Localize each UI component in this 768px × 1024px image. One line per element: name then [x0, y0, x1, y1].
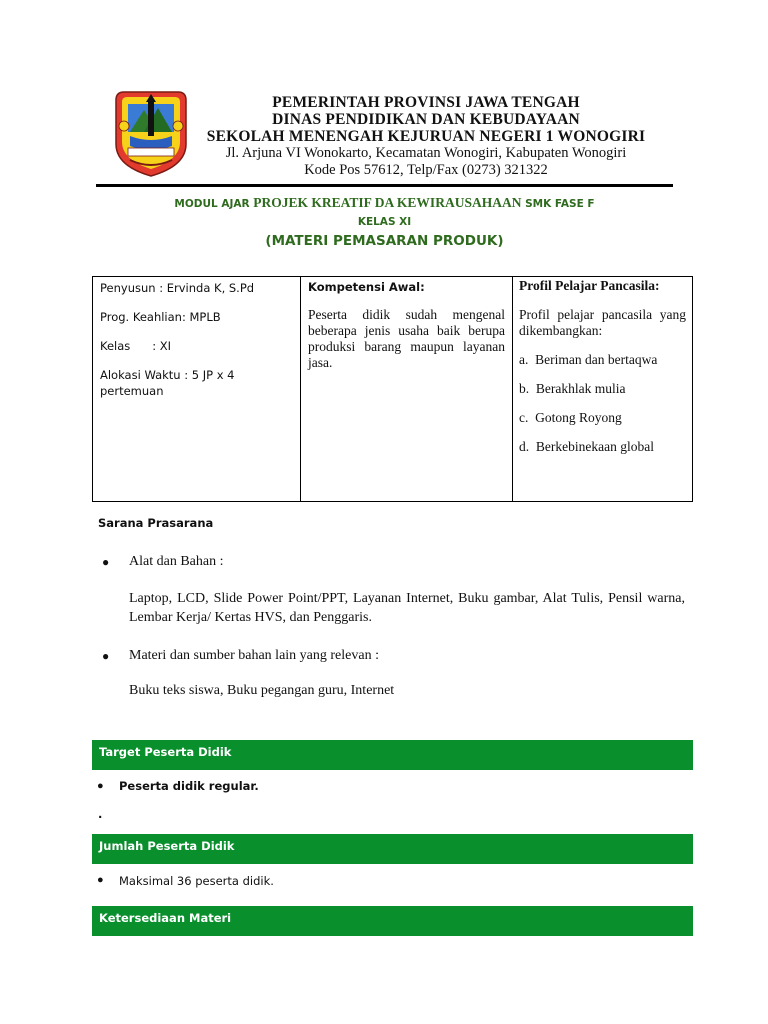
- target-item: Peserta didik regular.: [119, 779, 259, 793]
- target-section-header: [92, 740, 693, 770]
- profile-text: Profil pelajar pancasila yang dikembangkan:: [519, 307, 686, 338]
- ketersediaan-section-header: [92, 906, 693, 936]
- target-heading: Target Peserta Didik: [99, 745, 232, 759]
- letterhead-address: Jl. Arjuna VI Wonokarto, Kecamatan Wonogiri, Kabupaten Wonogiri: [225, 145, 627, 161]
- title-main: PROJEK KREATIF DA KEWIRAUSAHAAN: [253, 195, 522, 210]
- materials-text: Buku teks siswa, Buku pegangan guru, Internet: [129, 683, 395, 698]
- profile-item: a. Beriman dan bertaqwa: [519, 352, 658, 367]
- bullet-icon: ●: [97, 780, 104, 792]
- profile-item: c. Gotong Royong: [519, 410, 622, 425]
- bullet-icon: ●: [97, 874, 104, 886]
- info-col-profile: [513, 277, 692, 501]
- tools-label: Alat dan Bahan :: [129, 554, 224, 569]
- letterhead-contact: Kode Pos 57612, Telp/Fax (0273) 321322: [304, 162, 548, 178]
- letterhead-line-2: DINAS PENDIDIKAN DAN KEBUDAYAAN: [272, 111, 580, 128]
- bullet-icon: ●: [102, 555, 110, 569]
- competency-heading: Kompetensi Awal:: [308, 280, 425, 294]
- author-line: Penyusun : Ervinda K, S.Pd: [100, 281, 255, 295]
- jumlah-section-header: [92, 834, 693, 864]
- module-class: KELAS XI: [357, 216, 412, 228]
- module-title: [96, 194, 673, 212]
- competency-text: Peserta didik sudah mengenal beberapa jenis usaha baik berupa produksi barang maupun layanan jasa.: [308, 307, 505, 370]
- letterhead: [200, 94, 652, 179]
- letterhead-line-3: SEKOLAH MENENGAH KEJURUAN NEGERI 1 WONOGIRI: [206, 128, 646, 145]
- class-line: Kelas : XI: [100, 339, 172, 353]
- profile-heading: Profil Pelajar Pancasila:: [519, 278, 660, 293]
- letterhead-divider: [96, 184, 673, 187]
- profile-item: b. Berakhlak mulia: [519, 381, 626, 396]
- title-prefix: MODUL AJAR: [174, 198, 254, 210]
- jumlah-heading: Jumlah Peserta Didik: [99, 839, 235, 853]
- bullet-icon: ●: [102, 649, 110, 663]
- info-col-identity: [93, 277, 301, 501]
- ketersediaan-heading: Ketersediaan Materi: [99, 911, 232, 925]
- jawa-tengah-crest-icon: [108, 86, 194, 178]
- materials-label: Materi dan sumber bahan lain yang relevan :: [129, 648, 379, 663]
- module-subtitle: (MATERI PEMASARAN PRODUK): [265, 233, 504, 249]
- info-table: [92, 276, 693, 502]
- stray-dot: .: [98, 807, 103, 821]
- title-suffix: SMK FASE F: [521, 198, 595, 210]
- program-line: Prog. Keahlian: MPLB: [100, 310, 221, 324]
- sarana-heading: Sarana Prasarana: [98, 516, 214, 530]
- info-col-competency: [301, 277, 513, 501]
- tools-text: Laptop, LCD, Slide Power Point/PPT, Layanan Internet, Buku gambar, Alat Tulis, Pensil warna, Lembar Kerja/ Kertas HVS, dan Penggaris.: [129, 591, 685, 625]
- profile-item: d. Berkebinekaan global: [519, 439, 654, 454]
- letterhead-line-1: PEMERINTAH PROVINSI JAWA TENGAH: [272, 94, 580, 111]
- jumlah-item: Maksimal 36 peserta didik.: [119, 874, 274, 888]
- time-allocation-line: Alokasi Waktu : 5 JP x 4 pertemuan: [100, 368, 235, 398]
